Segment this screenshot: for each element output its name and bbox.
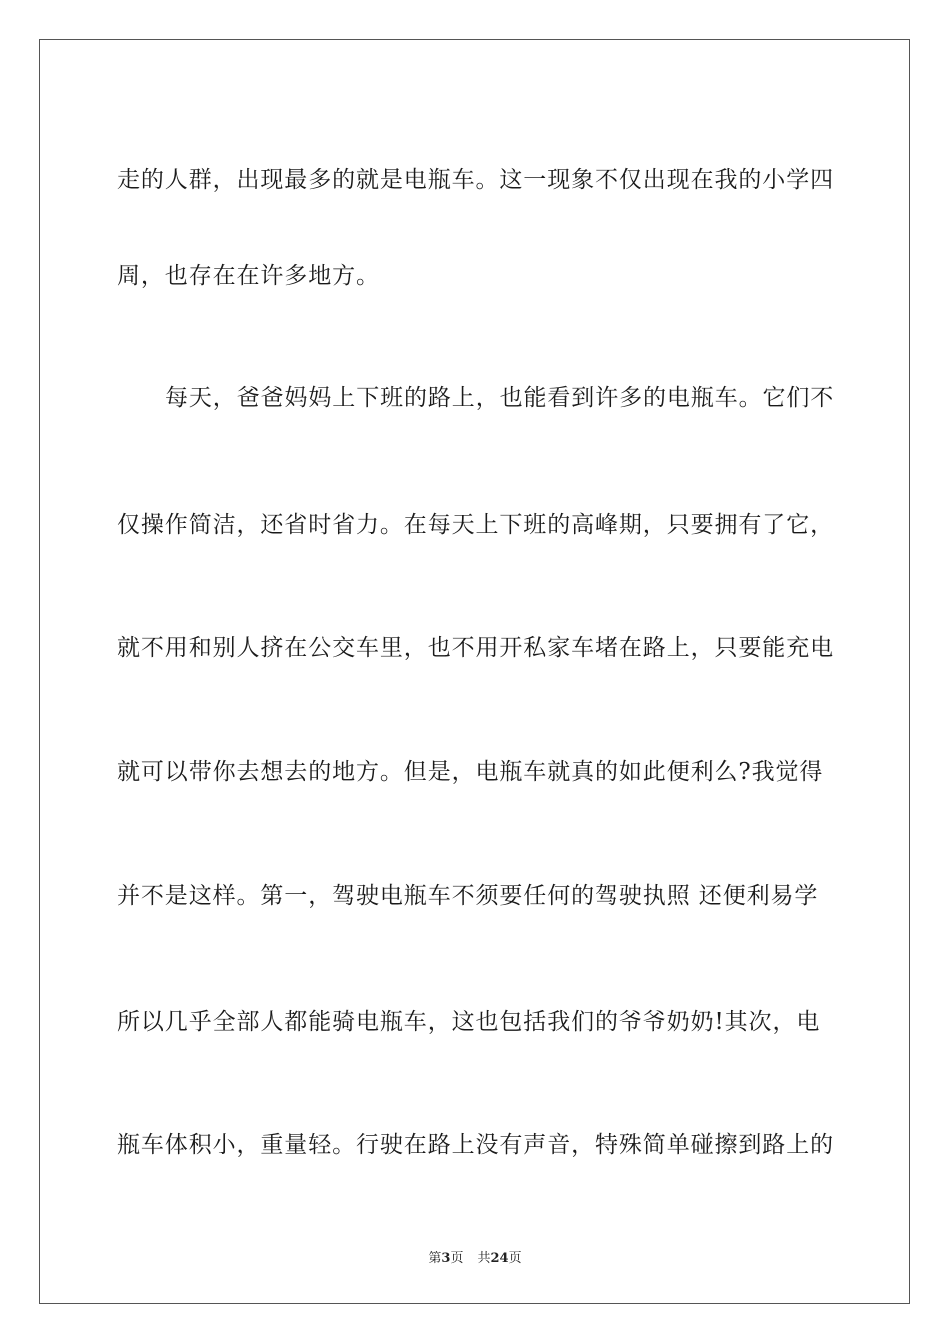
page-number: 3 xyxy=(441,1251,451,1266)
body-line-6: 就可以带你去想去的地方。但是，电瓶车就真的如此便利么?我觉得 xyxy=(117,759,824,785)
page-prefix: 第 xyxy=(428,1251,442,1266)
body-line-7: 并不是这样。第一，驾驶电瓶车不须要任何的驾驶执照 还便利易学 xyxy=(117,883,819,909)
total-suffix: 页 xyxy=(508,1251,522,1266)
page-border xyxy=(39,39,910,1304)
body-line-1: 走的人群，出现最多的就是电瓶车。这一现象不仅出现在我的小学四 xyxy=(117,167,834,193)
body-line-3: 每天，爸爸妈妈上下班的路上，也能看到许多的电瓶车。它们不 xyxy=(165,385,835,411)
total-prefix: 共 xyxy=(477,1251,491,1266)
body-line-9: 瓶车体积小，重量轻。行驶在路上没有声音，特殊简单碰擦到路上的 xyxy=(117,1132,834,1158)
total-pages: 24 xyxy=(490,1251,509,1266)
page-footer xyxy=(0,1247,950,1266)
body-line-5: 就不用和别人挤在公交车里，也不用开私家车堵在路上，只要能充电 xyxy=(117,635,834,661)
page-suffix: 页 xyxy=(450,1251,464,1266)
body-line-2: 周，也存在在许多地方。 xyxy=(117,263,380,289)
body-line-4: 仅操作简洁，还省时省力。在每天上下班的高峰期，只要拥有了它， xyxy=(117,512,834,538)
body-line-8: 所以几乎全部人都能骑电瓶车，这也包括我们的爷爷奶奶!其次，电 xyxy=(117,1009,821,1035)
